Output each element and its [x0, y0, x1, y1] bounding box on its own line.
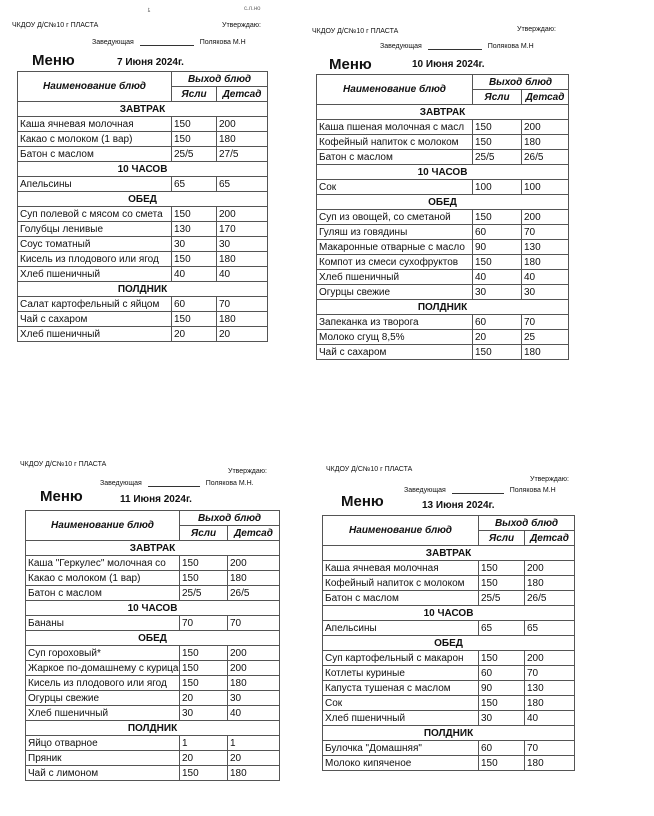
scan-mark: с.л.но: [244, 6, 261, 12]
dish-row: [317, 120, 569, 135]
dish-name: Суп из овощей, со сметаной: [317, 210, 473, 225]
section-row: [26, 601, 280, 616]
col-kindergarten-header: Детсад: [525, 531, 575, 546]
nursery-portion: 70: [180, 616, 228, 631]
scan-mark: ȶ: [148, 8, 151, 14]
col-output-header: Выход блюд: [180, 511, 280, 526]
dish-name: Батон с маслом: [26, 586, 180, 601]
kindergarten-portion: 180: [228, 676, 280, 691]
nursery-portion: 60: [473, 225, 522, 240]
kindergarten-portion: 200: [217, 117, 268, 132]
menu-sheet-june-11: [20, 456, 292, 814]
dish-row: [18, 297, 268, 312]
dish-row: [26, 616, 280, 631]
nursery-portion: 150: [172, 207, 217, 222]
dish-row: [317, 150, 569, 165]
dish-row: [26, 676, 280, 691]
kindergarten-portion: 40: [525, 711, 575, 726]
nursery-portion: 150: [479, 651, 525, 666]
kindergarten-portion: 130: [522, 240, 569, 255]
dish-name: Батон с маслом: [323, 591, 479, 606]
menu-sheet-june-13: [318, 460, 576, 790]
kindergarten-portion: 70: [525, 666, 575, 681]
dish-row: [26, 556, 280, 571]
dish-row: [18, 252, 268, 267]
head-name: Полякова М.Н: [487, 43, 534, 50]
nursery-portion: 150: [473, 135, 522, 150]
dish-name: Молоко кипяченое: [323, 756, 479, 771]
dish-row: [323, 711, 575, 726]
dish-name: Какао с молоком (1 вар): [26, 571, 180, 586]
menu-table: [322, 515, 575, 771]
dish-name: Суп гороховый*: [26, 646, 180, 661]
dish-name: Батон с маслом: [18, 147, 172, 162]
kindergarten-portion: 180: [525, 756, 575, 771]
head-signature-line: [404, 487, 556, 494]
kindergarten-portion: 40: [217, 267, 268, 282]
dish-name: Хлеб пшеничный: [317, 270, 473, 285]
section-title: ОБЕД: [26, 631, 280, 646]
kindergarten-portion: 180: [522, 345, 569, 360]
section-title: ПОЛДНИК: [18, 282, 268, 297]
col-output-header: Выход блюд: [172, 72, 268, 87]
kindergarten-portion: 30: [217, 237, 268, 252]
menu-table: [17, 71, 268, 342]
dish-name: Бананы: [26, 616, 180, 631]
nursery-portion: 150: [172, 132, 217, 147]
dish-name: Кофейный напиток с молоком: [323, 576, 479, 591]
section-row: [317, 105, 569, 120]
nursery-portion: 150: [172, 252, 217, 267]
dish-name: Хлеб пшеничный: [18, 327, 172, 342]
dish-name: Апельсины: [18, 177, 172, 192]
kindergarten-portion: 200: [228, 556, 280, 571]
col-output-header: Выход блюд: [479, 516, 575, 531]
dish-row: [317, 135, 569, 150]
col-dish-header: Наименование блюд: [323, 516, 479, 546]
dish-name: Котлеты куриные: [323, 666, 479, 681]
section-title: ОБЕД: [317, 195, 569, 210]
kindergarten-portion: 130: [525, 681, 575, 696]
nursery-portion: 65: [479, 621, 525, 636]
dish-row: [323, 666, 575, 681]
approve-label: Утверждаю:: [530, 476, 569, 483]
dish-name: Кисель из плодового или ягод: [26, 676, 180, 691]
section-row: [323, 636, 575, 651]
section-title: 10 ЧАСОВ: [26, 601, 280, 616]
kindergarten-portion: 20: [217, 327, 268, 342]
head-signature-line: [100, 480, 254, 487]
dish-row: [323, 756, 575, 771]
nursery-portion: 60: [473, 315, 522, 330]
kindergarten-portion: 1: [228, 736, 280, 751]
nursery-portion: 60: [479, 741, 525, 756]
menu-title: Меню: [329, 56, 372, 73]
nursery-portion: 150: [180, 556, 228, 571]
section-row: [26, 631, 280, 646]
section-title: ПОЛДНИК: [323, 726, 575, 741]
dish-row: [317, 345, 569, 360]
dish-row: [317, 240, 569, 255]
head-label: Заведующая: [92, 39, 134, 46]
dish-name: Чай с лимоном: [26, 766, 180, 781]
section-title: 10 ЧАСОВ: [317, 165, 569, 180]
dish-row: [26, 661, 280, 676]
dish-row: [317, 285, 569, 300]
dish-row: [26, 766, 280, 781]
kindergarten-portion: 20: [228, 751, 280, 766]
menu-title: Меню: [40, 488, 83, 505]
nursery-portion: 150: [473, 345, 522, 360]
kindergarten-portion: 180: [228, 571, 280, 586]
dish-row: [18, 237, 268, 252]
dish-name: Какао с молоком (1 вар): [18, 132, 172, 147]
header-row: [317, 75, 569, 90]
nursery-portion: 150: [473, 210, 522, 225]
dish-row: [323, 741, 575, 756]
nursery-portion: 150: [180, 646, 228, 661]
nursery-portion: 150: [479, 696, 525, 711]
section-row: [323, 606, 575, 621]
org-name: ЧКДОУ Д/С№10 г ПЛАСТА: [20, 461, 107, 468]
dish-row: [26, 646, 280, 661]
dish-row: [18, 312, 268, 327]
head-signature-line: [380, 43, 534, 50]
dish-name: Запеканка из творога: [317, 315, 473, 330]
section-title: ЗАВТРАК: [323, 546, 575, 561]
dish-row: [26, 571, 280, 586]
dish-name: Кофейный напиток с молоком: [317, 135, 473, 150]
dish-name: Пряник: [26, 751, 180, 766]
dish-row: [317, 315, 569, 330]
col-dish-header: Наименование блюд: [18, 72, 172, 102]
dish-row: [323, 591, 575, 606]
nursery-portion: 25/5: [172, 147, 217, 162]
dish-row: [26, 691, 280, 706]
kindergarten-portion: 70: [228, 616, 280, 631]
dish-name: Сок: [323, 696, 479, 711]
dish-name: Каша ячневая молочная: [18, 117, 172, 132]
section-title: ОБЕД: [323, 636, 575, 651]
kindergarten-portion: 26/5: [522, 150, 569, 165]
kindergarten-portion: 26/5: [228, 586, 280, 601]
section-row: [18, 282, 268, 297]
dish-name: Макаронные отварные с масло: [317, 240, 473, 255]
nursery-portion: 20: [473, 330, 522, 345]
dish-row: [18, 132, 268, 147]
dish-name: Капуста тушеная с маслом: [323, 681, 479, 696]
dish-row: [323, 696, 575, 711]
nursery-portion: 20: [180, 691, 228, 706]
dish-row: [26, 706, 280, 721]
col-dish-header: Наименование блюд: [26, 511, 180, 541]
nursery-portion: 150: [172, 312, 217, 327]
dish-name: Соус томатный: [18, 237, 172, 252]
nursery-portion: 60: [172, 297, 217, 312]
dish-name: Чай с сахаром: [317, 345, 473, 360]
nursery-portion: 150: [479, 561, 525, 576]
kindergarten-portion: 180: [217, 132, 268, 147]
dish-row: [18, 327, 268, 342]
kindergarten-portion: 180: [525, 576, 575, 591]
nursery-portion: 1: [180, 736, 228, 751]
nursery-portion: 130: [172, 222, 217, 237]
col-kindergarten-header: Детсад: [228, 526, 280, 541]
dish-row: [323, 681, 575, 696]
dish-name: Огурцы свежие: [317, 285, 473, 300]
col-nursery-header: Ясли: [479, 531, 525, 546]
section-row: [317, 195, 569, 210]
header-row: [323, 516, 575, 531]
col-nursery-header: Ясли: [180, 526, 228, 541]
dish-row: [26, 751, 280, 766]
dish-row: [323, 651, 575, 666]
section-title: ЗАВТРАК: [317, 105, 569, 120]
signature-line: [140, 45, 194, 46]
dish-name: Голубцы ленивые: [18, 222, 172, 237]
section-row: [26, 541, 280, 556]
dish-row: [323, 621, 575, 636]
col-kindergarten-header: Детсад: [217, 87, 268, 102]
kindergarten-portion: 200: [228, 646, 280, 661]
kindergarten-portion: 26/5: [525, 591, 575, 606]
header-row: [18, 72, 268, 87]
head-signature-line: [92, 39, 246, 46]
col-output-header: Выход блюд: [473, 75, 569, 90]
dish-row: [317, 210, 569, 225]
org-name: ЧКДОУ Д/С№10 г ПЛАСТА: [326, 466, 413, 473]
menu-table: [316, 74, 569, 360]
section-title: ПОЛДНИК: [317, 300, 569, 315]
dish-name: Кисель из плодового или ягод: [18, 252, 172, 267]
menu-date: 13 Июня 2024г.: [422, 500, 495, 511]
dish-row: [317, 225, 569, 240]
kindergarten-portion: 40: [522, 270, 569, 285]
nursery-portion: 100: [473, 180, 522, 195]
kindergarten-portion: 200: [217, 207, 268, 222]
kindergarten-portion: 40: [228, 706, 280, 721]
menu-sheet-june-7: [12, 8, 284, 368]
section-title: 10 ЧАСОВ: [323, 606, 575, 621]
nursery-portion: 90: [473, 240, 522, 255]
section-row: [323, 546, 575, 561]
kindergarten-portion: 27/5: [217, 147, 268, 162]
dish-row: [18, 117, 268, 132]
section-title: ПОЛДНИК: [26, 721, 280, 736]
dish-name: Жаркое по-домашнему с курица: [26, 661, 180, 676]
section-title: ЗАВТРАК: [18, 102, 268, 117]
dish-row: [317, 270, 569, 285]
dish-row: [18, 147, 268, 162]
nursery-portion: 150: [479, 576, 525, 591]
kindergarten-portion: 200: [525, 651, 575, 666]
nursery-portion: 150: [473, 255, 522, 270]
col-dish-header: Наименование блюд: [317, 75, 473, 105]
dish-name: Компот из смеси сухофруктов: [317, 255, 473, 270]
section-row: [26, 721, 280, 736]
dish-name: Сок: [317, 180, 473, 195]
kindergarten-portion: 70: [217, 297, 268, 312]
menu-title: Меню: [341, 493, 384, 510]
dish-row: [317, 330, 569, 345]
nursery-portion: 150: [180, 766, 228, 781]
nursery-portion: 150: [172, 117, 217, 132]
nursery-portion: 30: [172, 237, 217, 252]
kindergarten-portion: 180: [522, 135, 569, 150]
kindergarten-portion: 200: [522, 210, 569, 225]
nursery-portion: 20: [172, 327, 217, 342]
section-row: [18, 162, 268, 177]
dish-row: [18, 207, 268, 222]
header-row: [26, 511, 280, 526]
approve-label: Утверждаю:: [222, 22, 261, 29]
dish-name: Каша "Геркулес" молочная со: [26, 556, 180, 571]
kindergarten-portion: 180: [228, 766, 280, 781]
kindergarten-portion: 30: [228, 691, 280, 706]
kindergarten-portion: 170: [217, 222, 268, 237]
head-name: Полякова М.Н: [509, 487, 556, 494]
kindergarten-portion: 30: [522, 285, 569, 300]
dish-row: [18, 222, 268, 237]
dish-name: Каша пшеная молочная с масл: [317, 120, 473, 135]
dish-name: Огурцы свежие: [26, 691, 180, 706]
dish-row: [26, 586, 280, 601]
head-label: Заведующая: [100, 480, 142, 487]
section-title: 10 ЧАСОВ: [18, 162, 268, 177]
menu-date: 7 Июня 2024г.: [117, 57, 184, 68]
dish-row: [323, 561, 575, 576]
section-title: ЗАВТРАК: [26, 541, 280, 556]
nursery-portion: 60: [479, 666, 525, 681]
menu-title: Меню: [32, 52, 75, 69]
kindergarten-portion: 180: [525, 696, 575, 711]
dish-name: Хлеб пшеничный: [26, 706, 180, 721]
dish-name: Салат картофельный с яйцом: [18, 297, 172, 312]
menu-sheet-june-10: [312, 18, 570, 376]
nursery-portion: 150: [479, 756, 525, 771]
head-name: Полякова М.Н.: [205, 480, 254, 487]
dish-name: Хлеб пшеничный: [323, 711, 479, 726]
approve-label: Утверждаю:: [517, 26, 556, 33]
section-row: [18, 192, 268, 207]
dish-row: [26, 736, 280, 751]
dish-name: Яйцо отварное: [26, 736, 180, 751]
dish-row: [317, 180, 569, 195]
dish-name: Суп полевой с мясом со смета: [18, 207, 172, 222]
dish-name: Булочка "Домашняя": [323, 741, 479, 756]
signature-line: [148, 486, 200, 487]
dish-name: Гуляш из говядины: [317, 225, 473, 240]
nursery-portion: 150: [180, 661, 228, 676]
nursery-portion: 30: [180, 706, 228, 721]
dish-row: [317, 255, 569, 270]
col-nursery-header: Ясли: [473, 90, 522, 105]
signature-line: [428, 49, 482, 50]
head-name: Полякова М.Н: [199, 39, 246, 46]
nursery-portion: 90: [479, 681, 525, 696]
kindergarten-portion: 180: [217, 252, 268, 267]
nursery-portion: 40: [172, 267, 217, 282]
section-row: [18, 102, 268, 117]
nursery-portion: 30: [473, 285, 522, 300]
dish-name: Батон с маслом: [317, 150, 473, 165]
signature-line: [452, 493, 504, 494]
nursery-portion: 25/5: [180, 586, 228, 601]
dish-name: Молоко сгущ 8,5%: [317, 330, 473, 345]
kindergarten-portion: 65: [217, 177, 268, 192]
section-title: ОБЕД: [18, 192, 268, 207]
head-label: Заведующая: [404, 487, 446, 494]
dish-name: Хлеб пшеничный: [18, 267, 172, 282]
kindergarten-portion: 25: [522, 330, 569, 345]
nursery-portion: 25/5: [473, 150, 522, 165]
dish-name: Чай с сахаром: [18, 312, 172, 327]
nursery-portion: 25/5: [479, 591, 525, 606]
col-kindergarten-header: Детсад: [522, 90, 569, 105]
kindergarten-portion: 70: [522, 225, 569, 240]
col-nursery-header: Ясли: [172, 87, 217, 102]
kindergarten-portion: 180: [217, 312, 268, 327]
kindergarten-portion: 180: [522, 255, 569, 270]
nursery-portion: 65: [172, 177, 217, 192]
dish-row: [18, 267, 268, 282]
kindergarten-portion: 70: [522, 315, 569, 330]
section-row: [317, 165, 569, 180]
section-row: [323, 726, 575, 741]
kindergarten-portion: 200: [522, 120, 569, 135]
nursery-portion: 150: [473, 120, 522, 135]
head-label: Заведующая: [380, 43, 422, 50]
dish-row: [323, 576, 575, 591]
menu-date: 11 Июня 2024г.: [120, 494, 192, 505]
kindergarten-portion: 65: [525, 621, 575, 636]
section-row: [317, 300, 569, 315]
kindergarten-portion: 200: [525, 561, 575, 576]
kindergarten-portion: 70: [525, 741, 575, 756]
nursery-portion: 150: [180, 571, 228, 586]
kindergarten-portion: 200: [228, 661, 280, 676]
org-name: ЧКДОУ Д/С№10 г ПЛАСТА: [312, 28, 399, 35]
nursery-portion: 150: [180, 676, 228, 691]
nursery-portion: 20: [180, 751, 228, 766]
dish-name: Апельсины: [323, 621, 479, 636]
org-name: ЧКДОУ Д/С№10 г ПЛАСТА: [12, 22, 99, 29]
nursery-portion: 30: [479, 711, 525, 726]
dish-row: [18, 177, 268, 192]
nursery-portion: 40: [473, 270, 522, 285]
dish-name: Суп картофельный с макарон: [323, 651, 479, 666]
menu-date: 10 Июня 2024г.: [412, 59, 485, 70]
kindergarten-portion: 100: [522, 180, 569, 195]
dish-name: Каша ячневая молочная: [323, 561, 479, 576]
menu-table: [25, 510, 280, 781]
approve-label: Утверждаю:: [228, 468, 267, 475]
